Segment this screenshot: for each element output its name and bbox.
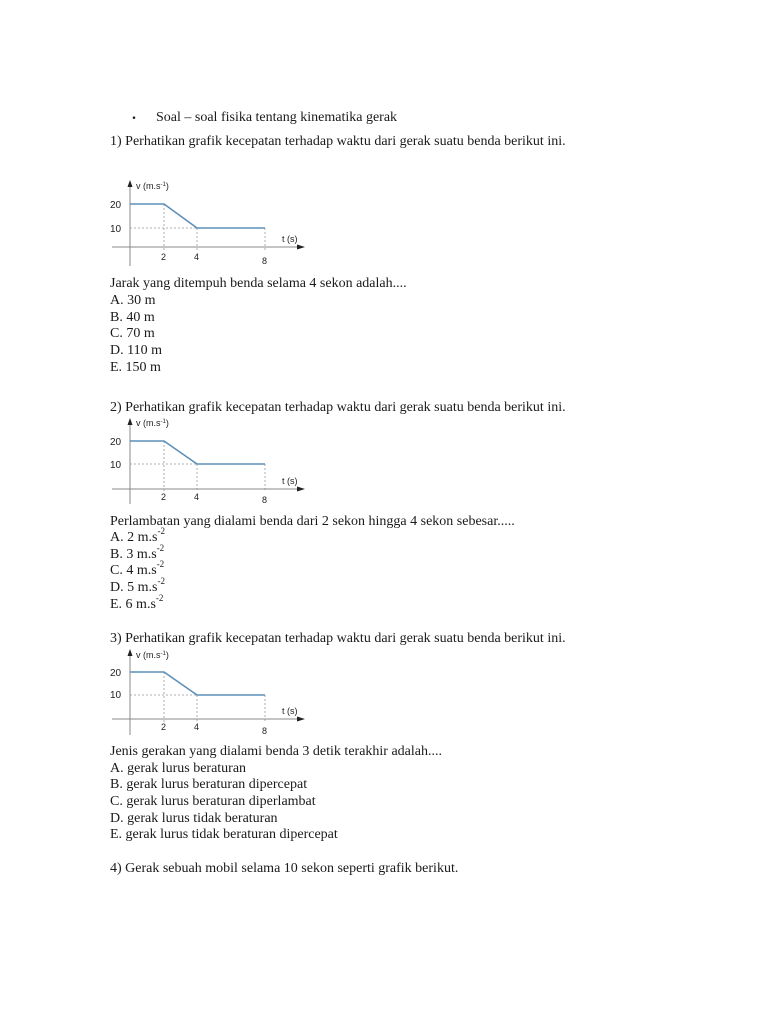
y-axis-arrow-icon (128, 649, 133, 656)
q1-option-b: B. 40 m (110, 310, 155, 325)
q2-option-e (110, 593, 164, 613)
q1-option-c: C. 70 m (110, 326, 155, 341)
exponent: -2 (157, 576, 165, 587)
svg-text:2: 2 (161, 252, 167, 262)
question-1-text: Jarak yang ditempuh benda selama 4 sekon adalah.... (110, 276, 407, 291)
q3-option-d: D. gerak lurus tidak beraturan (110, 811, 278, 826)
svg-text:10: 10 (110, 690, 122, 701)
svg-text:4: 4 (194, 722, 200, 732)
svg-text:8: 8 (262, 256, 268, 266)
question-1-prompt: 1) Perhatikan grafik kecepatan terhadap waktu dari gerak suatu benda berikut ini. (110, 134, 566, 149)
velocity-time-graph-3 (108, 645, 308, 737)
option-label: B. 3 m.s (110, 547, 157, 562)
svg-text:20: 20 (110, 668, 122, 679)
svg-text:v (m.s-1): v $(m.s^{-1})$ (136, 650, 169, 660)
svg-text:20: 20 (110, 200, 122, 211)
svg-text:2: 2 (161, 492, 167, 502)
svg-text:4: 4 (194, 252, 200, 262)
graph-svg (108, 414, 308, 506)
question-2-text: Perlambatan yang dialami benda dari 2 sekon hingga 4 sekon sebesar..... (110, 514, 515, 529)
velocity-time-graph-2 (108, 414, 308, 506)
velocity-time-graph-1 (108, 176, 308, 268)
exponent: -2 (156, 559, 165, 570)
svg-text:10: 10 (110, 224, 122, 235)
svg-text:2: 2 (161, 722, 167, 732)
y-axis-arrow-icon (128, 180, 133, 187)
q1-option-a: A. 30 m (110, 293, 156, 308)
x-axis-arrow-icon (297, 717, 305, 722)
question-2-prompt: 2) Perhatikan grafik kecepatan terhadap waktu dari gerak suatu benda berikut ini. (110, 400, 566, 415)
q3-option-b: B. gerak lurus beraturan dipercepat (110, 777, 308, 792)
option-label: D. 5 m.s (110, 580, 158, 595)
graph-svg (108, 645, 308, 737)
svg-text:t (s): t (s) (282, 476, 298, 486)
question-3-prompt: 3) Perhatikan grafik kecepatan terhadap waktu dari gerak suatu benda berikut ini. (110, 631, 566, 646)
svg-text:4: 4 (194, 492, 200, 502)
q1-option-e: E. 150 m (110, 360, 161, 375)
bullet-marker: . (132, 106, 136, 123)
svg-text:t (s): t (s) (282, 706, 298, 716)
svg-text:8: 8 (262, 726, 268, 736)
exponent: -2 (156, 543, 165, 554)
svg-text:t (s): t (s) (282, 234, 298, 244)
question-3-text: Jenis gerakan yang dialami benda 3 detik terakhir adalah.... (110, 744, 442, 759)
y-axis-arrow-icon (128, 418, 133, 425)
svg-text:20: 20 (110, 437, 122, 448)
option-label: A. 2 m.s (110, 530, 158, 545)
q3-option-a: A. gerak lurus beraturan (110, 761, 247, 776)
svg-text:8: 8 (262, 495, 268, 505)
x-axis-arrow-icon (297, 245, 305, 250)
q1-option-d: D. 110 m (110, 343, 162, 358)
svg-text:v (m.s-1): v $(m.s^{-1})$ (136, 418, 169, 428)
x-axis-arrow-icon (297, 487, 305, 492)
document-heading: Soal – soal fisika tentang kinematika gerak (156, 110, 398, 125)
q3-option-c: C. gerak lurus beraturan diperlambat (110, 794, 316, 809)
exponent: -2 (157, 526, 165, 537)
option-label: E. 6 m.s (110, 597, 156, 612)
graph-svg (108, 176, 308, 268)
q3-option-e: E. gerak lurus tidak beraturan dipercepat (110, 827, 338, 842)
option-label: C. 4 m.s (110, 563, 157, 578)
svg-text:v (m.s-1): v $(m.s^{-1})$ (136, 181, 169, 191)
exponent: -2 (155, 593, 164, 604)
question-4-prompt: 4) Gerak sebuah mobil selama 10 sekon seperti grafik berikut. (110, 861, 459, 876)
svg-text:10: 10 (110, 460, 122, 471)
